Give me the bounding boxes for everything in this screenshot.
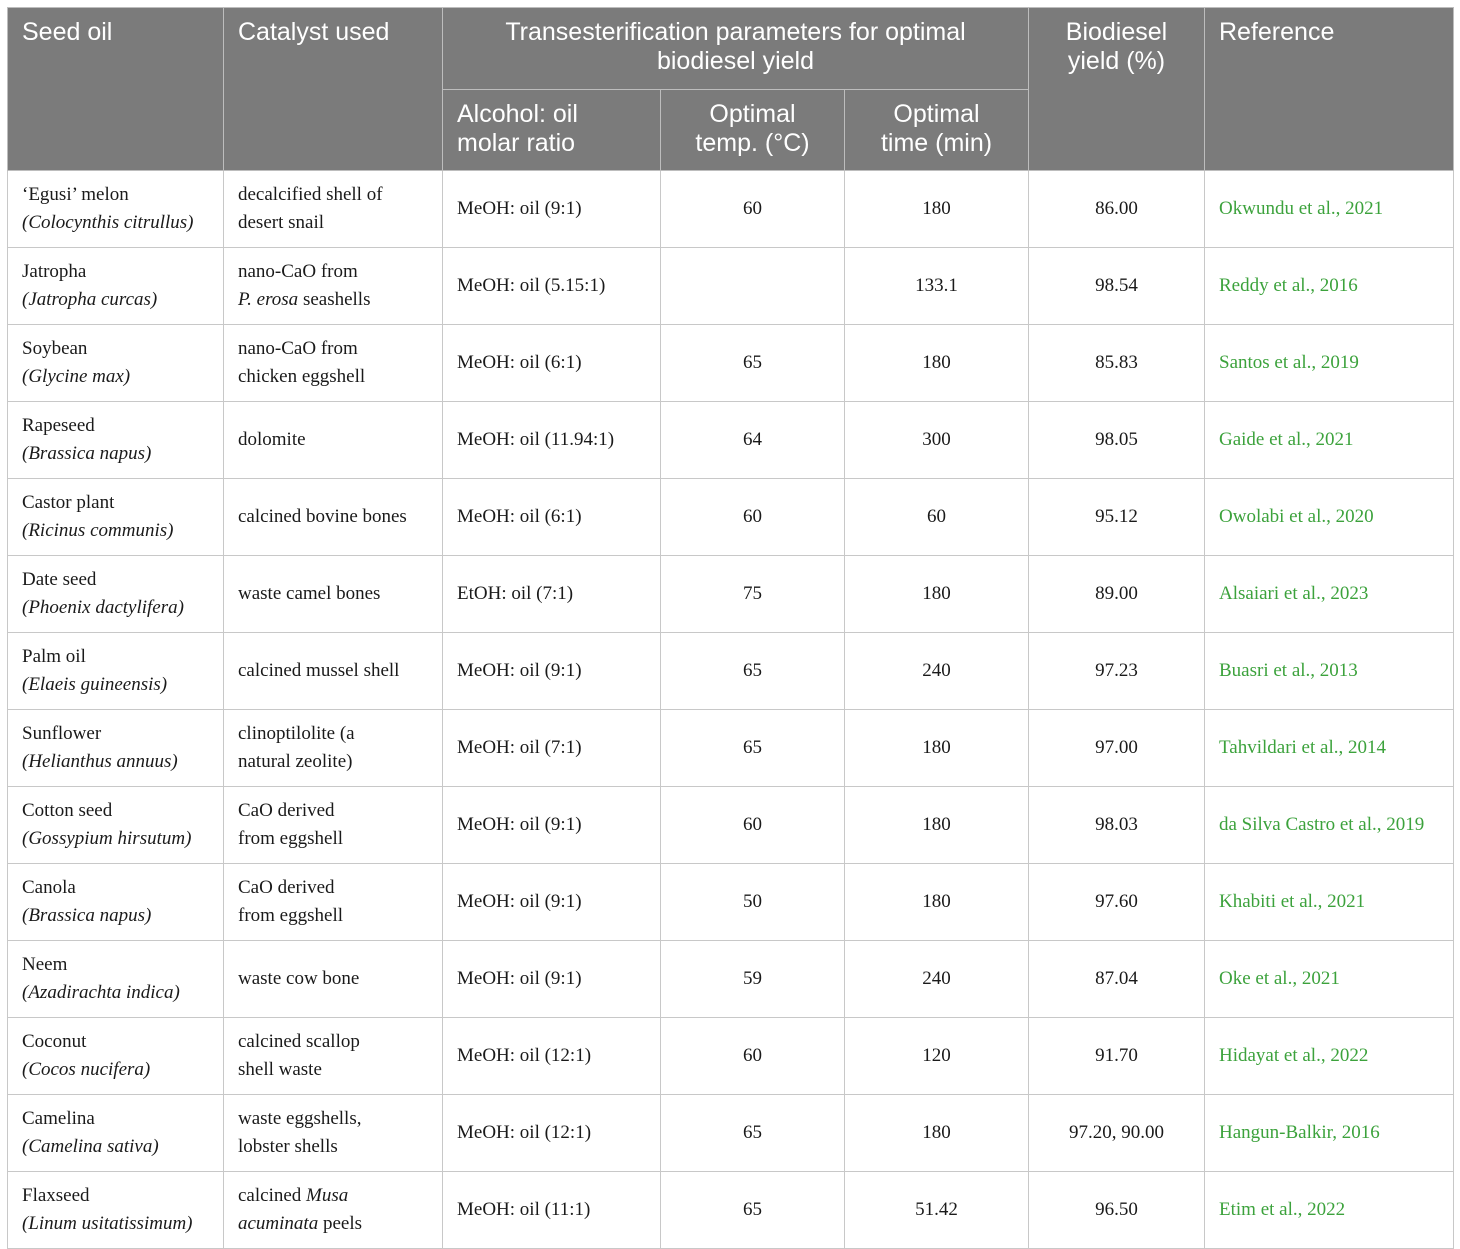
table-row xyxy=(8,402,1454,479)
cell-time: 240 xyxy=(845,633,1029,710)
header-alcohol-line2: molar ratio xyxy=(457,129,576,157)
cell-temp: 59 xyxy=(661,941,845,1018)
cell-reference-link[interactable]: Tahvildari et al., 2014 xyxy=(1205,710,1454,787)
cell-reference-link[interactable]: Santos et al., 2019 xyxy=(1205,325,1454,402)
cell-time: 180 xyxy=(845,325,1029,402)
header-optimal-temp xyxy=(661,90,845,171)
cell-reference-link[interactable]: Oke et al., 2021 xyxy=(1205,941,1454,1018)
cell-yield: 98.54 xyxy=(1029,248,1205,325)
cell-catalyst: CaO derived from eggshell xyxy=(224,864,443,941)
cell-seed-oil: ‘Egusi’ melon (Colocynthis citrullus) xyxy=(8,171,224,248)
cell-catalyst: waste cow bone xyxy=(224,941,443,1018)
cell-temp: 64 xyxy=(661,402,845,479)
cell-temp: 65 xyxy=(661,325,845,402)
cell-ratio: MeOH: oil (12:1) xyxy=(443,1095,661,1172)
header-optimal-time xyxy=(845,90,1029,171)
cell-reference-link[interactable]: da Silva Castro et al., 2019 xyxy=(1205,787,1454,864)
cell-seed-oil: Flaxseed (Linum usitatissimum) xyxy=(8,1172,224,1249)
cell-seed-oil: Coconut (Cocos nucifera) xyxy=(8,1018,224,1095)
cell-catalyst: nano-CaO from chicken eggshell xyxy=(224,325,443,402)
table-row xyxy=(8,1172,1454,1249)
header-yield-line1: Biodiesel xyxy=(1065,18,1168,46)
cell-reference-link[interactable]: Gaide et al., 2021 xyxy=(1205,402,1454,479)
table-row xyxy=(8,633,1454,710)
cell-seed-oil: Cotton seed (Gossypium hirsutum) xyxy=(8,787,224,864)
cell-catalyst: decalcified shell of desert snail xyxy=(224,171,443,248)
header-time-line2: time (min) xyxy=(880,129,993,157)
cell-ratio: MeOH: oil (9:1) xyxy=(443,633,661,710)
table-body xyxy=(8,171,1454,1249)
header-alcohol-oil-ratio xyxy=(443,90,661,171)
table-row xyxy=(8,941,1454,1018)
cell-yield: 89.00 xyxy=(1029,556,1205,633)
cell-reference-link[interactable]: Khabiti et al., 2021 xyxy=(1205,864,1454,941)
biodiesel-table xyxy=(7,7,1454,1249)
cell-catalyst: dolomite xyxy=(224,402,443,479)
header-alcohol-line1: Alcohol: oil xyxy=(457,100,578,128)
cell-reference-link[interactable]: Alsaiari et al., 2023 xyxy=(1205,556,1454,633)
cell-temp: 65 xyxy=(661,1172,845,1249)
cell-temp: 60 xyxy=(661,787,845,864)
cell-yield: 86.00 xyxy=(1029,171,1205,248)
table-row xyxy=(8,479,1454,556)
cell-ratio: MeOH: oil (5.15:1) xyxy=(443,248,661,325)
header-reference: Reference xyxy=(1205,8,1454,171)
cell-seed-oil: Camelina (Camelina sativa) xyxy=(8,1095,224,1172)
cell-temp xyxy=(661,248,845,325)
cell-temp: 75 xyxy=(661,556,845,633)
cell-reference-link[interactable]: Etim et al., 2022 xyxy=(1205,1172,1454,1249)
cell-seed-oil: Rapeseed (Brassica napus) xyxy=(8,402,224,479)
table-row xyxy=(8,787,1454,864)
cell-temp: 60 xyxy=(661,171,845,248)
cell-catalyst: calcined Musa acuminata peels xyxy=(224,1172,443,1249)
cell-time: 120 xyxy=(845,1018,1029,1095)
cell-temp: 50 xyxy=(661,864,845,941)
cell-yield: 97.00 xyxy=(1029,710,1205,787)
cell-ratio: MeOH: oil (6:1) xyxy=(443,479,661,556)
table-row xyxy=(8,1095,1454,1172)
cell-yield: 97.60 xyxy=(1029,864,1205,941)
cell-temp: 65 xyxy=(661,710,845,787)
cell-time: 240 xyxy=(845,941,1029,1018)
cell-time: 180 xyxy=(845,864,1029,941)
cell-reference-link[interactable]: Okwundu et al., 2021 xyxy=(1205,171,1454,248)
cell-seed-oil: Jatropha (Jatropha curcas) xyxy=(8,248,224,325)
table-row xyxy=(8,248,1454,325)
header-yield-line2: yield (%) xyxy=(1067,47,1166,75)
cell-yield: 96.50 xyxy=(1029,1172,1205,1249)
cell-yield: 97.23 xyxy=(1029,633,1205,710)
cell-seed-oil: Date seed (Phoenix dactylifera) xyxy=(8,556,224,633)
cell-ratio: MeOH: oil (9:1) xyxy=(443,171,661,248)
cell-time: 51.42 xyxy=(845,1172,1029,1249)
table-row xyxy=(8,1018,1454,1095)
cell-seed-oil: Palm oil (Elaeis guineensis) xyxy=(8,633,224,710)
cell-reference-link[interactable]: Hangun-Balkir, 2016 xyxy=(1205,1095,1454,1172)
cell-time: 180 xyxy=(845,556,1029,633)
cell-time: 180 xyxy=(845,787,1029,864)
cell-time: 133.1 xyxy=(845,248,1029,325)
cell-catalyst: waste camel bones xyxy=(224,556,443,633)
table-row xyxy=(8,864,1454,941)
cell-yield: 87.04 xyxy=(1029,941,1205,1018)
cell-ratio: MeOH: oil (11.94:1) xyxy=(443,402,661,479)
cell-time: 300 xyxy=(845,402,1029,479)
cell-ratio: MeOH: oil (9:1) xyxy=(443,941,661,1018)
cell-ratio: MeOH: oil (12:1) xyxy=(443,1018,661,1095)
cell-catalyst: calcined scallop shell waste xyxy=(224,1018,443,1095)
cell-temp: 65 xyxy=(661,1095,845,1172)
cell-seed-oil: Soybean (Glycine max) xyxy=(8,325,224,402)
table-header xyxy=(8,8,1454,171)
cell-yield: 98.03 xyxy=(1029,787,1205,864)
cell-ratio: MeOH: oil (9:1) xyxy=(443,787,661,864)
cell-ratio: MeOH: oil (9:1) xyxy=(443,864,661,941)
cell-catalyst: calcined bovine bones xyxy=(224,479,443,556)
table-row xyxy=(8,171,1454,248)
cell-temp: 60 xyxy=(661,1018,845,1095)
header-temp-line1: Optimal xyxy=(709,100,796,128)
cell-time: 180 xyxy=(845,171,1029,248)
cell-yield: 97.20, 90.00 xyxy=(1029,1095,1205,1172)
cell-catalyst: waste eggshells, lobster shells xyxy=(224,1095,443,1172)
cell-catalyst: nano-CaO from P. erosa seashells xyxy=(224,248,443,325)
cell-yield: 98.05 xyxy=(1029,402,1205,479)
header-params-line2: biodiesel yield xyxy=(656,47,815,75)
header-catalyst-used: Catalyst used xyxy=(224,8,443,171)
header-transesterification-parameters xyxy=(443,8,1029,90)
header-params-line1: Transesterification parameters for optimal xyxy=(505,18,966,46)
cell-reference-link[interactable]: Reddy et al., 2016 xyxy=(1205,248,1454,325)
cell-yield: 85.83 xyxy=(1029,325,1205,402)
table-row xyxy=(8,556,1454,633)
table-container xyxy=(7,7,1453,1249)
cell-ratio: MeOH: oil (7:1) xyxy=(443,710,661,787)
cell-ratio: MeOH: oil (11:1) xyxy=(443,1172,661,1249)
header-temp-line2: temp. (°C) xyxy=(695,129,810,157)
cell-time: 180 xyxy=(845,1095,1029,1172)
cell-temp: 60 xyxy=(661,479,845,556)
cell-reference-link[interactable]: Owolabi et al., 2020 xyxy=(1205,479,1454,556)
header-time-line1: Optimal xyxy=(893,100,980,128)
cell-seed-oil: Castor plant (Ricinus communis) xyxy=(8,479,224,556)
cell-yield: 91.70 xyxy=(1029,1018,1205,1095)
cell-seed-oil: Sunflower (Helianthus annuus) xyxy=(8,710,224,787)
cell-reference-link[interactable]: Buasri et al., 2013 xyxy=(1205,633,1454,710)
cell-catalyst: CaO derived from eggshell xyxy=(224,787,443,864)
table-row xyxy=(8,325,1454,402)
cell-ratio: EtOH: oil (7:1) xyxy=(443,556,661,633)
table-row xyxy=(8,710,1454,787)
cell-yield: 95.12 xyxy=(1029,479,1205,556)
cell-time: 60 xyxy=(845,479,1029,556)
header-seed-oil: Seed oil xyxy=(8,8,224,171)
cell-catalyst: calcined mussel shell xyxy=(224,633,443,710)
cell-time: 180 xyxy=(845,710,1029,787)
cell-catalyst: clinoptilolite (a natural zeolite) xyxy=(224,710,443,787)
cell-seed-oil: Canola (Brassica napus) xyxy=(8,864,224,941)
cell-seed-oil: Neem (Azadirachta indica) xyxy=(8,941,224,1018)
header-biodiesel-yield xyxy=(1029,8,1205,171)
cell-ratio: MeOH: oil (6:1) xyxy=(443,325,661,402)
cell-reference-link[interactable]: Hidayat et al., 2022 xyxy=(1205,1018,1454,1095)
cell-temp: 65 xyxy=(661,633,845,710)
